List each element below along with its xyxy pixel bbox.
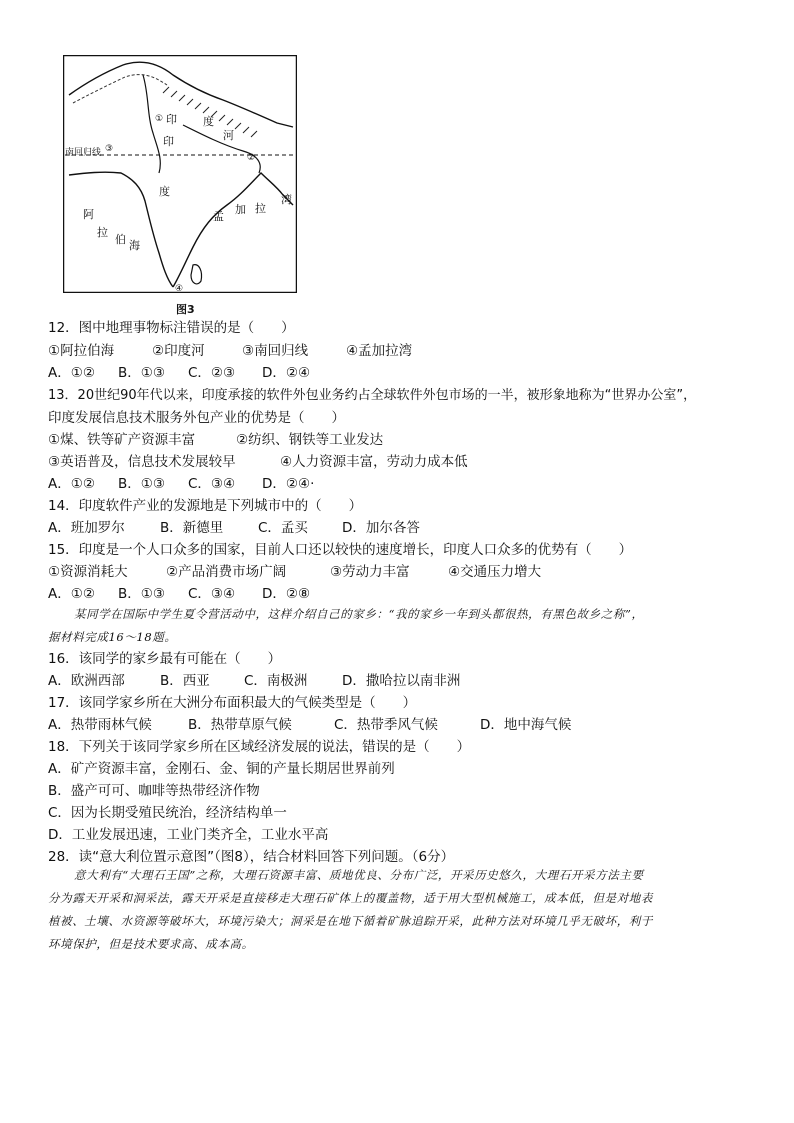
map-label-a: 阿 xyxy=(83,208,94,221)
q13-item-3: ③英语普及，信息技术发展较早 xyxy=(48,454,236,470)
q15-option-c[interactable]: C．③④ xyxy=(188,586,236,602)
map-label-du2: 度 xyxy=(159,185,170,198)
q14-option-d[interactable]: D．加尔各答 xyxy=(342,520,420,536)
q17-option-a[interactable]: A．热带雨林气候 xyxy=(48,717,152,733)
map-label-la: 拉 xyxy=(97,226,108,239)
q28-material xyxy=(48,864,748,956)
q28-material-line1: 意大利有“大理石王国”之称，大理石资源丰富、质地优良、分布广泛，开采历史悠久，大理石开采方法主要 xyxy=(74,868,644,882)
india-map-figure xyxy=(63,55,297,293)
q15-option-a[interactable]: A．①② xyxy=(48,586,95,602)
q13-option-c[interactable]: C．③④ xyxy=(188,476,236,492)
q12-option-c[interactable]: C．②③ xyxy=(188,365,236,381)
q12-option-d[interactable]: D．②④ xyxy=(262,365,311,381)
q18-option-b[interactable]: B．盛产可可、咖啡等热带经济作物 xyxy=(48,783,260,799)
q15-items xyxy=(48,563,541,581)
q15-item-2: ②产品消费市场广阔 xyxy=(166,564,287,580)
map-label-wan: 湾 xyxy=(281,193,292,206)
q15-item-1: ①资源消耗大 xyxy=(48,564,128,580)
material-16-18-line2: 据材料完成16～18题。 xyxy=(48,630,177,644)
q16-stem: 16．该同学的家乡最有可能在（ ） xyxy=(48,651,282,667)
q17-option-d[interactable]: D．地中海气候 xyxy=(480,717,572,733)
map-label-meng: 孟 xyxy=(213,210,224,223)
q12-stem: 12．图中地理事物标注错误的是（ ） xyxy=(48,320,295,336)
map-label-bo: 伯 xyxy=(115,233,126,246)
q28-material-line2: 分为露天开采和洞采法，露天开采是直接移走大理石矿体上的覆盖物，适于用大型机械施工，成本低，但是对地表 xyxy=(48,891,653,905)
q15-options xyxy=(48,585,310,603)
q16-option-a[interactable]: A．欧洲西部 xyxy=(48,673,125,689)
q17-option-c[interactable]: C．热带季风气候 xyxy=(334,717,438,733)
tropic-label: 南回归线 xyxy=(65,148,102,158)
map-marker-2: ② xyxy=(247,153,256,163)
q15-item-4: ④交通压力增大 xyxy=(448,564,542,580)
map-label-jia: 加 xyxy=(235,203,246,216)
q16-option-c[interactable]: C．南极洲 xyxy=(244,673,308,689)
q12-option-a[interactable]: A．①② xyxy=(48,365,95,381)
q13-stem-line2: 印度发展信息技术服务外包产业的优势是（ ） xyxy=(48,410,345,426)
material-16-18 xyxy=(48,603,748,649)
q12-options xyxy=(48,364,310,382)
map-label-la2: 拉 xyxy=(255,202,266,215)
q15-option-d[interactable]: D．②⑧ xyxy=(262,586,311,602)
q12-items xyxy=(48,342,412,360)
q13-items-row1 xyxy=(48,431,383,449)
q13-item-4: ④人力资源丰富，劳动力成本低 xyxy=(280,454,468,470)
q17-options xyxy=(48,716,571,734)
q12-item-2: ②印度河 xyxy=(152,343,205,359)
q13-item-2: ②纺织、钢铁等工业发达 xyxy=(236,432,384,448)
figure-caption: 图3 xyxy=(176,303,195,316)
q16-option-b[interactable]: B．西亚 xyxy=(160,673,210,689)
map-label-hai: 海 xyxy=(129,239,140,252)
map-marker-3: ③ xyxy=(105,144,114,154)
q17-stem: 17．该同学家乡所在大洲分布面积最大的气候类型是（ ） xyxy=(48,695,417,711)
q13-option-a[interactable]: A．①② xyxy=(48,476,95,492)
q17-option-b[interactable]: B．热带草原气候 xyxy=(188,717,292,733)
q18-option-c[interactable]: C．因为长期受殖民统治，经济结构单一 xyxy=(48,805,287,821)
q14-options xyxy=(48,519,420,537)
q18-option-d[interactable]: D．工业发展迅速，工业门类齐全，工业水平高 xyxy=(48,827,329,843)
q28-material-line4: 环境保护，但是技术要求高、成本高。 xyxy=(48,937,254,951)
q12-item-1: ①阿拉伯海 xyxy=(48,343,115,359)
q16-option-d[interactable]: D．撒哈拉以南非洲 xyxy=(342,673,461,689)
map-label-yin1: 印 xyxy=(166,113,177,126)
q13-option-b[interactable]: B．①③ xyxy=(118,476,165,492)
q16-options xyxy=(48,672,460,690)
q12-option-b[interactable]: B．①③ xyxy=(118,365,165,381)
map-label-he: 河 xyxy=(223,129,234,142)
q13-item-1: ①煤、铁等矿产资源丰富 xyxy=(48,432,196,448)
q15-option-b[interactable]: B．①③ xyxy=(118,586,165,602)
q15-stem: 15．印度是一个人口众多的国家，目前人口还以较快的速度增长，印度人口众多的优势有（ ） xyxy=(48,542,633,558)
q13-items-row2 xyxy=(48,453,468,471)
q14-option-c[interactable]: C．孟买 xyxy=(258,520,308,536)
q13-option-d[interactable]: D．②④· xyxy=(262,476,315,492)
q13-options xyxy=(48,475,314,493)
map-label-yin2: 印 xyxy=(163,135,174,148)
q28-stem: 28．读“意大利位置示意图”（图8），结合材料回答下列问题。（6分） xyxy=(48,849,455,865)
q28-material-line3: 植被、土壤、水资源等破坏大，环境污染大；洞采是在地下循着矿脉追踪开采，此种方法对环境几乎无破坏，利于 xyxy=(48,914,653,928)
map-marker-1: ① xyxy=(155,114,164,124)
india-map xyxy=(63,55,297,293)
q13-stem-line1: 13．20世纪90年代以来，印度承接的软件外包业务约占全球软件外包市场的一半，被形象地称为“世界办公室”， xyxy=(48,388,697,403)
q14-option-b[interactable]: B．新德里 xyxy=(160,520,224,536)
q12-item-4: ④孟加拉湾 xyxy=(346,343,413,359)
q14-stem: 14．印度软件产业的发源地是下列城市中的（ ） xyxy=(48,498,363,514)
q18-stem: 18．下列关于该同学家乡所在区域经济发展的说法，错误的是（ ） xyxy=(48,739,471,755)
map-marker-4: ④ xyxy=(175,284,184,293)
material-16-18-line1: 某同学在国际中学生夏令营活动中，这样介绍自己的家乡：“我的家乡一年到头都很热，有黑色故乡之称”， xyxy=(74,607,644,621)
q15-item-3: ③劳动力丰富 xyxy=(330,564,410,580)
q18-option-a[interactable]: A．矿产资源丰富，金刚石、金、铜的产量长期居世界前列 xyxy=(48,761,395,777)
q14-option-a[interactable]: A．班加罗尔 xyxy=(48,520,125,536)
map-label-du1: 度 xyxy=(203,115,214,128)
q12-item-3: ③南回归线 xyxy=(242,343,309,359)
